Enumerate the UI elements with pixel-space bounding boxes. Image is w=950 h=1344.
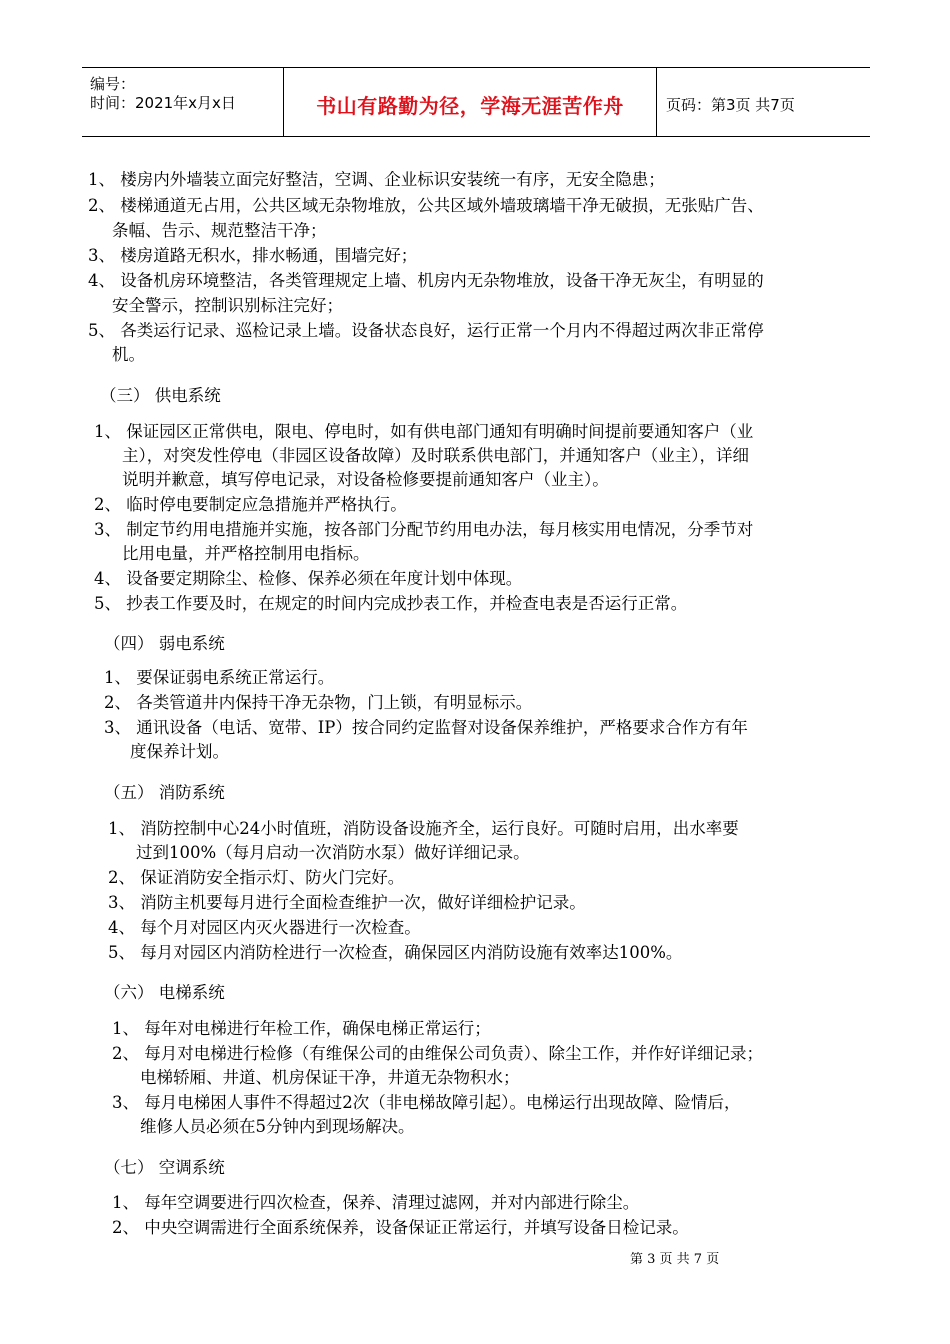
section-heading: （三） 供电系统 bbox=[100, 386, 221, 405]
section-heading: （六） 电梯系统 bbox=[104, 983, 225, 1002]
header-page-cell bbox=[656, 68, 870, 136]
paragraph-line: 5、 每月对园区内消防栓进行一次检查，确保园区内消防设施有效率达100%。 bbox=[108, 943, 683, 962]
paragraph-line: 2、 楼梯通道无占用，公共区域无杂物堆放，公共区域外墙玻璃墙干净无破损，无张贴广告、 bbox=[88, 196, 764, 215]
paragraph-line: 3、 制定节约用电措施并实施，按各部门分配节约用电办法，每月核实用电情况，分季节对 bbox=[94, 520, 754, 539]
paragraph-line: 主），对突发性停电（非园区设备故障）及时联系供电部门，并通知客户（业主），详细 bbox=[122, 446, 749, 465]
paragraph-line: 说明并歉意，填写停电记录，对设备检修要提前通知客户（业主）。 bbox=[122, 470, 609, 489]
paragraph-line: 3、 消防主机要每月进行全面检查维护一次，做好详细检护记录。 bbox=[108, 893, 586, 912]
paragraph-line: 1、 每年对电梯进行年检工作，确保电梯正常运行； bbox=[112, 1019, 491, 1038]
paragraph-line: 2、 保证消防安全指示灯、防火门完好。 bbox=[108, 868, 405, 887]
paragraph-line: 2、 每月对电梯进行检修（有维保公司的由维保公司负责）、除尘工作，并作好详细记录； bbox=[112, 1044, 763, 1063]
document-header bbox=[82, 67, 870, 137]
section-heading: （四） 弱电系统 bbox=[104, 634, 225, 653]
paragraph-line: 安全警示，控制识别标注完好； bbox=[112, 296, 343, 315]
paragraph-line: 4、 每个月对园区内灭火器进行一次检查。 bbox=[108, 918, 421, 937]
paragraph-line: 3、 通讯设备（电话、宽带、IP）按合同约定监督对设备保养维护，严格要求合作方有年 bbox=[104, 718, 748, 737]
paragraph-line: 5、 抄表工作要及时，在规定的时间内完成抄表工作，并检查电表是否运行正常。 bbox=[94, 594, 688, 613]
paragraph-line: 4、 设备机房环境整洁，各类管理规定上墙、机房内无杂物堆放，设备干净无灰尘，有明显的 bbox=[88, 271, 764, 290]
section-heading: （七） 空调系统 bbox=[104, 1158, 225, 1177]
page-footer: 第 3 页 共 7 页 bbox=[630, 1252, 720, 1267]
paragraph-line: 3、 每月电梯困人事件不得超过2次（非电梯故障引起）。电梯运行出现故障、险情后， bbox=[112, 1093, 741, 1112]
paragraph-line: 过到100%（每月启动一次消防水泵）做好详细记录。 bbox=[136, 843, 530, 862]
paragraph-line: 1、 要保证弱电系统正常运行。 bbox=[104, 668, 335, 687]
time-label: 时间：2021年x月x日 bbox=[90, 94, 236, 112]
paragraph-line: 维修人员必须在5分钟内到现场解决。 bbox=[140, 1117, 415, 1136]
number-label: 编号： bbox=[90, 75, 136, 93]
paragraph-line: 比用电量，并严格控制用电指标。 bbox=[122, 544, 370, 563]
header-info-cell bbox=[82, 68, 283, 136]
paragraph-line: 5、 各类运行记录、巡检记录上墙。设备状态良好，运行正常一个月内不得超过两次非正常停 bbox=[88, 321, 764, 340]
paragraph-line: 4、 设备要定期除尘、检修、保养必须在年度计划中体现。 bbox=[94, 569, 523, 588]
paragraph-line: 度保养计划。 bbox=[130, 742, 229, 761]
paragraph-line: 1、 每年空调要进行四次检查，保养、清理过滤网，并对内部进行除尘。 bbox=[112, 1193, 640, 1212]
page-label: 页码：第3页 共7页 bbox=[666, 96, 795, 114]
paragraph-line: 2、 临时停电要制定应急措施并严格执行。 bbox=[94, 495, 407, 514]
paragraph-line: 2、 中央空调需进行全面系统保养，设备保证正常运行，并填写设备日检记录。 bbox=[112, 1218, 689, 1237]
paragraph-line: 电梯轿厢、井道、机房保证干净，井道无杂物积水； bbox=[140, 1068, 520, 1087]
paragraph-line: 3、 楼房道路无积水，排水畅通，围墙完好； bbox=[88, 246, 418, 265]
paragraph-line: 1、 楼房内外墙装立面完好整洁，空调、企业标识安装统一有序，无安全隐患； bbox=[88, 170, 665, 189]
paragraph-line: 条幅、告示、规范整洁干净； bbox=[112, 221, 327, 240]
paragraph-line: 机。 bbox=[112, 345, 145, 364]
paragraph-line: 1、 消防控制中心24小时值班，消防设备设施齐全，运行良好。可随时启用，出水率要 bbox=[108, 819, 739, 838]
section-heading: （五） 消防系统 bbox=[104, 783, 225, 802]
paragraph-line: 2、 各类管道井内保持干净无杂物，门上锁，有明显标示。 bbox=[104, 693, 533, 712]
paragraph-line: 1、 保证园区正常供电，限电、停电时，如有供电部门通知有明确时间提前要通知客户（业 bbox=[94, 422, 754, 441]
header-motto-cell bbox=[283, 68, 657, 136]
motto: 书山有路勤为径，学海无涯苦作舟 bbox=[316, 94, 624, 118]
